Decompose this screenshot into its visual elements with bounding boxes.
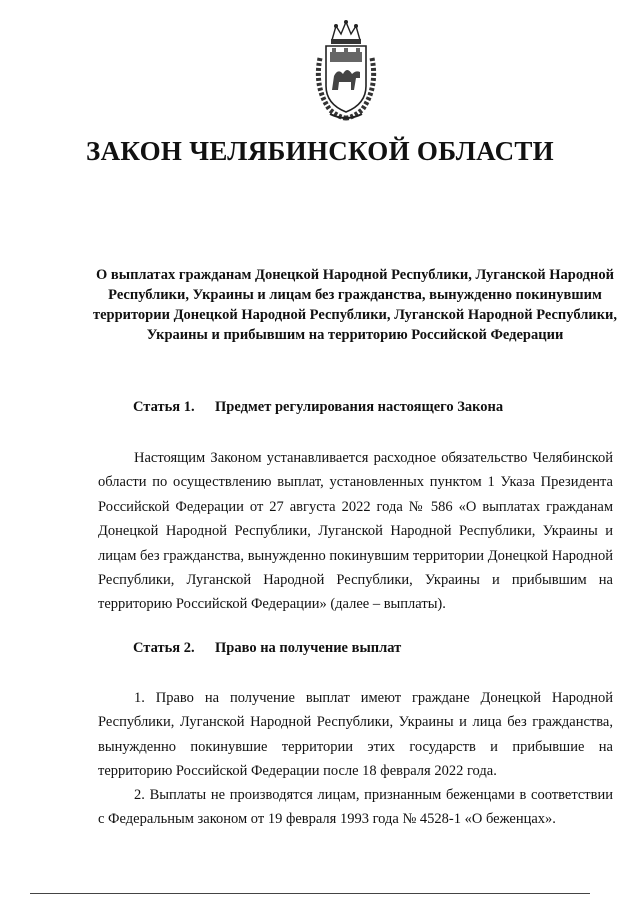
law-subtitle: О выплатах гражданам Донецкой Народной Республики, Луганской Народной Республики, Украины и лицам без гражданства, вынужденно покинувшим территории Донецкой Народной Республики, Луганской Народной Республики, Украины и прибывшим на территорию Российской Федерации bbox=[92, 267, 618, 343]
law-title: ЗАКОН ЧЕЛЯБИНСКОЙ ОБЛАСТИ bbox=[86, 136, 554, 166]
article-2-paragraph-2: 2. Выплаты не производятся лицам, признанным беженцами в соответствии с Федеральным законом от 19 февраля 1993 года № 4528-1 «О беженцах». bbox=[98, 787, 613, 828]
article-1-title: Предмет регулирования настоящего Закона bbox=[215, 399, 504, 415]
article-2-number: Статья 2. bbox=[133, 640, 195, 656]
article-1-paragraph-1: Настоящим Законом устанавливается расходное обязательство Челябинской области по осуществлению выплат, установленных пунктом 1 Указа Президента Российской Федерации от 27 августа 2022 года № 586 «О выплатах гражданам Донецкой Народной Республики, Луганской Народной Республики, Украины и лицам без гражданства, вынужденно покинувшим территории Донецкой Народной Республики, Луганской Народной Республики, Украины и прибывшим на территорию Российской Федерации» (далее – выплаты). bbox=[98, 450, 613, 613]
article-2-paragraph-1: 1. Право на получение выплат имеют граждане Донецкой Народной Республики, Луганской Народной Республики, Украины и лица без гражданства, вынужденно покинувшие территории этих государств и прибывшие на территорию Российской Федерации после 18 февраля 2022 года. bbox=[98, 690, 613, 780]
footer-divider bbox=[30, 893, 590, 894]
chelyabinsk-coat-of-arms-icon bbox=[310, 18, 382, 122]
article-1-heading bbox=[133, 399, 503, 416]
article-2-title: Право на получение выплат bbox=[215, 640, 402, 656]
article-2-heading bbox=[133, 640, 401, 657]
article-1-number: Статья 1. bbox=[133, 399, 195, 415]
